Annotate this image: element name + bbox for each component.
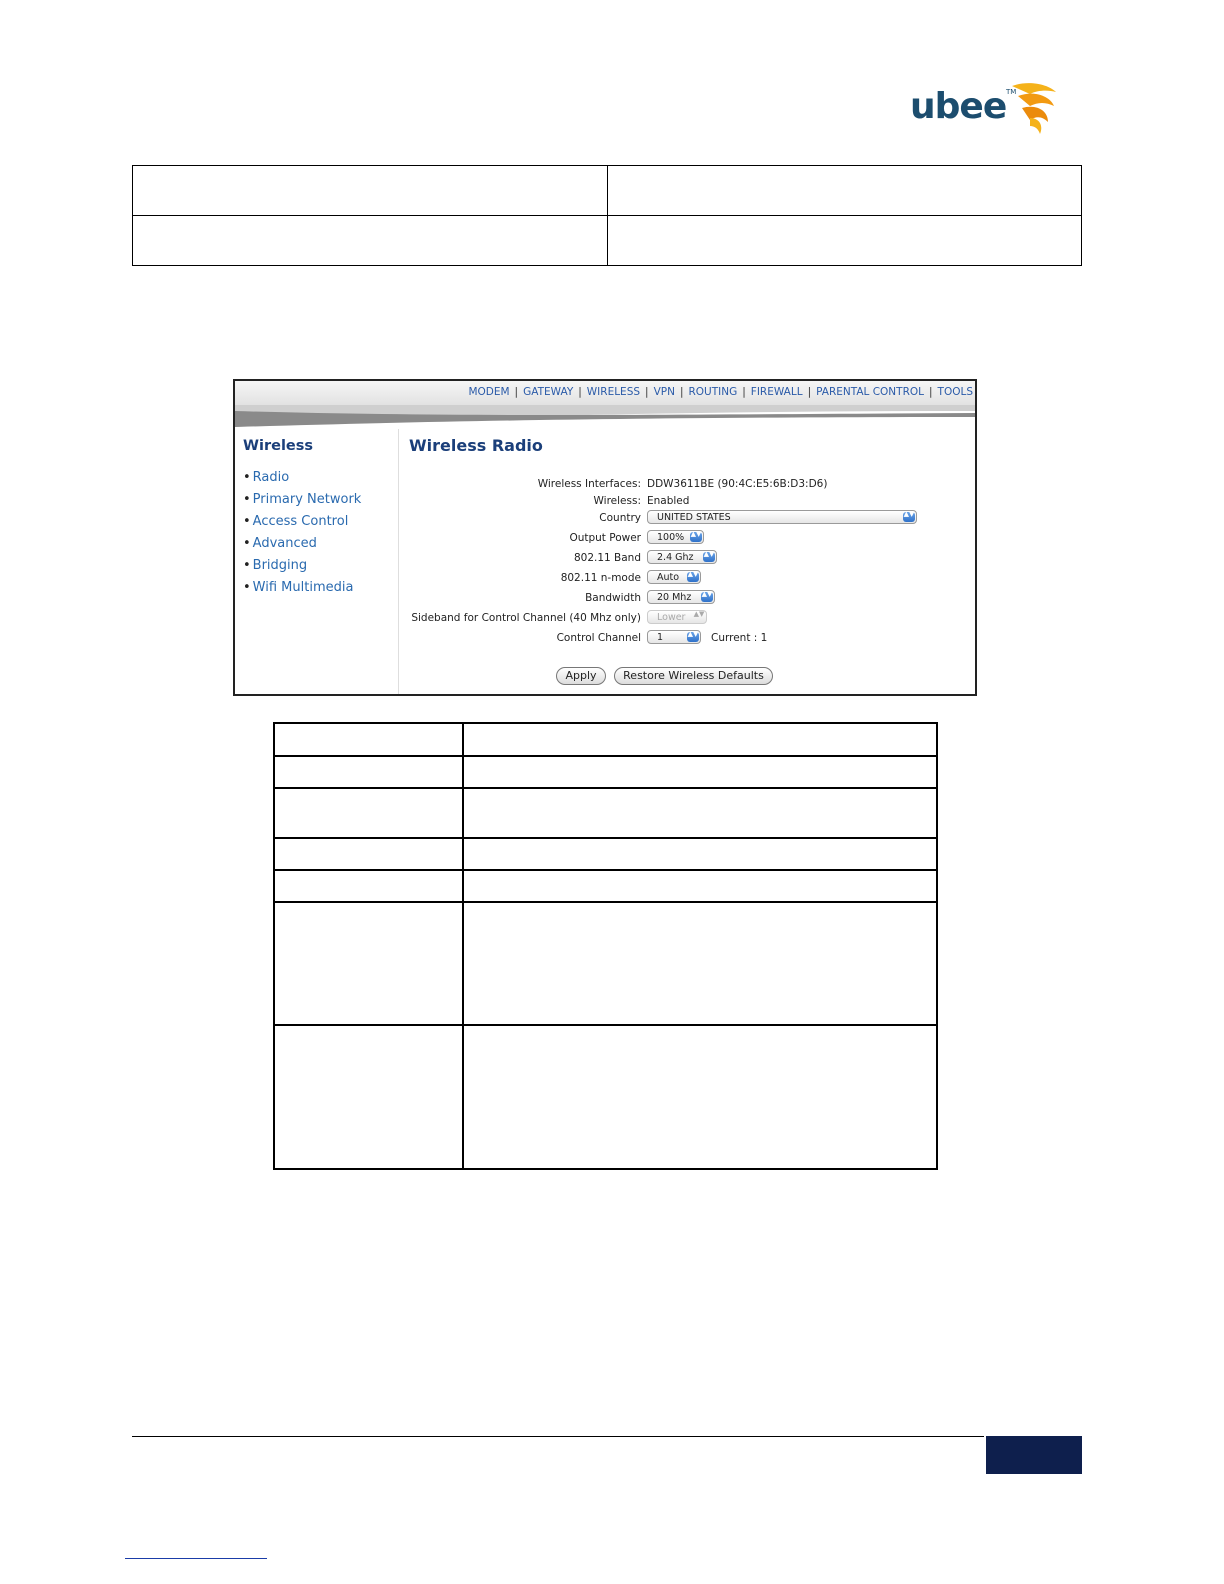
sidebar-item-access-control[interactable]: • Access Control [243,514,349,529]
footer-divider [132,1436,984,1437]
table-row [274,902,937,1025]
table-cell [463,838,937,870]
sidebar-title: Wireless [243,438,314,454]
logo-wordmark: ubee [910,86,1007,127]
interfaces-label: Wireless Interfaces: [537,478,641,490]
control-channel-row [235,630,975,648]
nav-routing[interactable]: ROUTING [688,386,738,398]
nmode-select[interactable]: Auto ▲▼ [647,570,701,584]
settings-description-table [273,722,938,1170]
apply-button[interactable]: Apply [556,667,606,685]
bandwidth-label: Bandwidth [585,592,641,604]
bandwidth-select[interactable]: 20 Mhz ▲▼ [647,590,715,604]
select-arrows-icon: ▲▼ [687,632,699,642]
page-number-box [986,1436,1082,1474]
band-label: 802.11 Band [573,552,641,564]
country-row [235,510,975,528]
logo-wing-icon [1008,78,1058,134]
sideband-row [235,610,975,628]
bandwidth-row [235,590,975,608]
ubee-logo [906,78,1058,138]
sidebar-item-bridging[interactable]: • Bridging [243,558,308,573]
country-label: Country [599,512,641,524]
sidebar-item-radio[interactable]: • Radio [243,470,290,485]
table-cell [274,870,463,902]
table-cell [607,166,1082,216]
select-arrows-icon: ▲▼ [703,552,715,562]
main-nav: MODEM | GATEWAY | WIRELESS | VPN | ROUTING | FIREWALL | PARENTAL CONTROL | TOOLS [468,386,973,398]
table-cell [274,902,463,1025]
table-row [274,1025,937,1169]
select-arrows-icon: ▲▼ [701,592,713,602]
band-select[interactable]: 2.4 Ghz ▲▼ [647,550,717,564]
table-cell [607,216,1082,266]
nav-vpn[interactable]: VPN [653,386,675,398]
table-row [274,723,937,756]
table-cell [274,838,463,870]
sidebar-item-wifi-multimedia[interactable]: • Wifi Multimedia [243,580,354,595]
table-row [274,870,937,902]
sideband-label: Sideband for Control Channel (40 Mhz only) [411,612,641,624]
table-row [133,216,1082,266]
table-cell [463,1025,937,1169]
table-cell [133,166,608,216]
select-arrows-icon: ▲▼ [687,572,699,582]
table-cell [133,216,608,266]
nav-parental-control[interactable]: PARENTAL CONTROL [816,386,924,398]
page-title: Wireless Radio [409,436,543,455]
table-cell [274,788,463,838]
header-swoosh [235,401,975,427]
table-cell [274,1025,463,1169]
table-cell [274,756,463,788]
current-channel: Current : 1 [711,632,768,644]
table-cell [463,788,937,838]
interfaces-value: DDW3611BE (90:4C:E5:6B:D3:D6) [647,478,828,490]
wireless-status-value: Enabled [647,495,690,507]
interfaces-row [235,476,975,494]
table-cell [274,723,463,756]
table-row [274,756,937,788]
wireless-radio-screenshot [233,379,977,696]
table-row [133,166,1082,216]
restore-defaults-button[interactable]: Restore Wireless Defaults [614,667,773,685]
nmode-row [235,570,975,588]
table-cell [463,902,937,1025]
logo-trademark: TM [1006,88,1017,96]
table-cell [463,870,937,902]
nav-tools[interactable]: TOOLS [937,386,973,398]
sidebar-item-primary-network[interactable]: • Primary Network [243,492,362,507]
nav-gateway[interactable]: GATEWAY [523,386,574,398]
output-power-row [235,530,975,548]
table-cell [463,756,937,788]
output-power-select[interactable]: 100% ▲▼ [647,530,704,544]
wireless-status-label: Wireless: [593,495,641,507]
wireless-status-row [235,493,975,511]
nmode-label: 802.11 n-mode [560,572,641,584]
table-cell [463,723,937,756]
select-arrows-icon: ▲▼ [903,512,915,522]
nav-firewall[interactable]: FIREWALL [750,386,803,398]
select-arrows-icon: ▲▼ [690,532,702,542]
sidebar-item-advanced[interactable]: • Advanced [243,536,317,551]
top-table [132,165,1082,266]
band-row [235,550,975,568]
control-channel-select[interactable]: 1 ▲▼ [647,630,701,644]
select-arrows-icon: ▲▼ [693,610,705,618]
footer-link-underline [125,1558,267,1559]
nav-modem[interactable]: MODEM [468,386,510,398]
control-channel-label: Control Channel [556,632,641,644]
output-power-label: Output Power [569,532,641,544]
country-select[interactable]: UNITED STATES ▲▼ [647,510,917,524]
sideband-select: Lower ▲▼ [647,610,707,624]
table-row [274,838,937,870]
table-row [274,788,937,838]
nav-wireless[interactable]: WIRELESS [586,386,641,398]
